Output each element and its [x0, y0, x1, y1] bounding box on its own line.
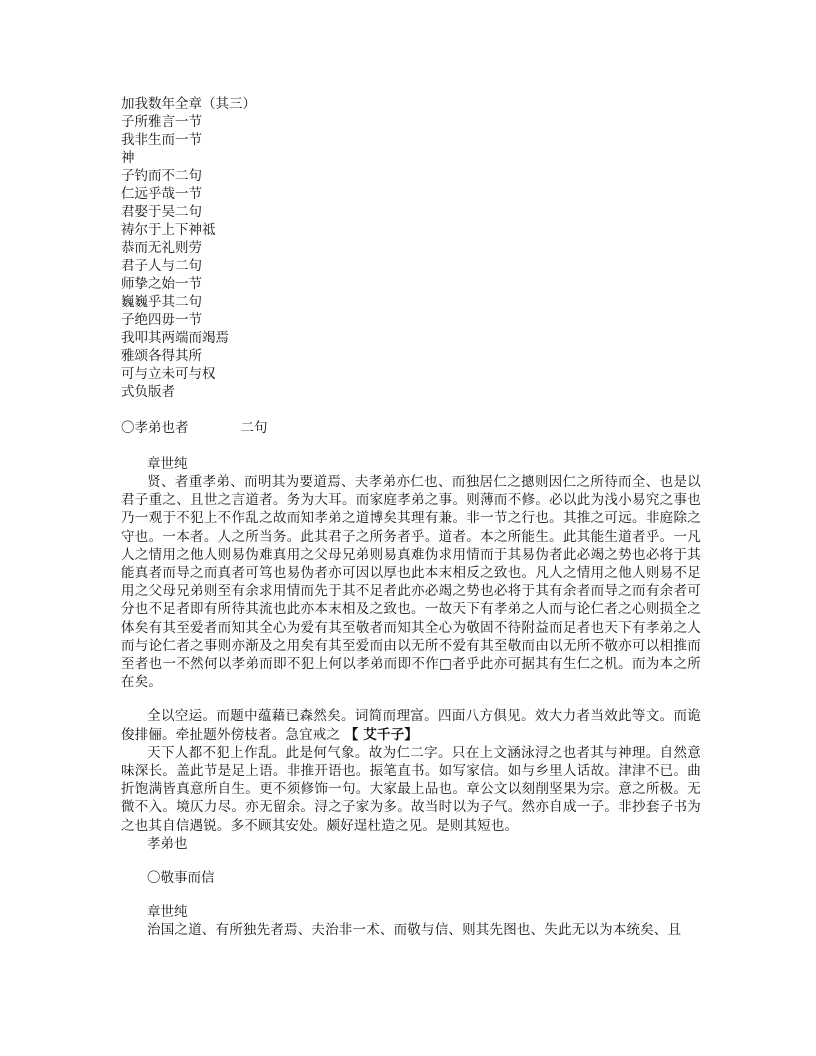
section1-tail: 孝弟也	[147, 835, 188, 852]
toc-item: 我非生而一节	[121, 132, 202, 148]
toc-item: 子绝四毋一节	[121, 312, 202, 328]
document-page	[121, 95, 701, 939]
comment-2-text: 天下人都不犯上作乱。此是何气象。故为仁二字。只在上文涵泳浔之也者其与神理。自然意味深长。盖此节是足上语。非推开语也。振笔直书。如写家信。如与乡里人话故。津津不已。曲折饱满皆真意所自生。更不须修饰一句。大家最上品也。章公文以刻削坚果为宗。意之所极。无微不入。境仄力尽。亦无留余。浔之子家为多。故当时以为子气。然亦自成一子。非抄套子书为之也其自信遇锐。多不顾其安处。颇好逞杜造之见。是则其短也。	[121, 744, 701, 834]
toc-item: 君娶于吴二句	[121, 204, 202, 220]
section2-heading: 〇敬事而信	[147, 869, 215, 886]
toc-item: 我叩其两端而竭焉	[121, 330, 229, 346]
toc-item: 仁远乎哉一节	[121, 186, 202, 202]
section1-essay	[121, 473, 701, 691]
toc-item: 式负版者	[121, 384, 175, 400]
toc-item: 子所雅言一节	[121, 114, 202, 130]
section1-heading	[121, 419, 701, 437]
section1-heading-suffix: 二句	[240, 420, 268, 436]
comment-1-attribution: 【 艾千子】	[344, 726, 419, 743]
toc-item: 可与立未可与权	[121, 366, 216, 382]
section1-comment-1	[121, 707, 701, 743]
section2-essay	[121, 921, 701, 939]
toc-item: 君子人与二句	[121, 258, 202, 274]
toc-item: 师挚之始一节	[121, 276, 202, 292]
section1-essay-text: 贤、者重孝弟、而明其为要道焉、夫孝弟亦仁也、而独居仁之摠则因仁之所待而全、也是以君子重之、且世之言道者。务为大耳。而家庭孝弟之事。则薄而不修。必以此为浅小易究之事也乃一观于不犯上不作乱之故而知孝弟之道博矣其理有兼。非一节之行也。其推之可远。非庭除之守也。一本者。人之所当务。此其君子之所务者乎。道者。本之所能生。此其能生道者乎。一凡人之情用之他人则易伪难真用之父母兄弟则易真难伪求用情而于其易伪者此必竭之势也必将于其能真者而导之而真者可笃也易伪者亦可因以厚也此本末相反之致也。凡人之情用之他人则易不足用之父母兄弟则至有余求用情而先于其不足者此亦必竭之势也必将于其有余者而导之而有余者可分也不足者即有所待其流也此亦本末相及之致也。一故天下有孝弟之人而与论仁者之心则损全之体矣有其至爱者而知其全心为爱有其至敬者而知其全心为敬固不待附益而足者也天下有孝弟之人而与论仁者之事则亦渐及之用矣有其至爱而由以无所不爱有其至敬而由以无所不敬亦可以相推而至者也一不然何以孝弟而即不犯上何以孝弟而即不作□者乎此亦可据其有生仁之机。而为本之所在矣。	[121, 474, 701, 691]
section1-author: 章世纯	[147, 456, 188, 472]
section1-heading-title: 〇孝弟也者	[121, 420, 189, 436]
section1-comment-2	[121, 744, 701, 835]
table-of-contents	[121, 95, 701, 401]
section2-essay-text: 治国之道、有所独先者焉、夫治非一术、而敬与信、则其先图也、失此无以为本统矣、且	[147, 921, 682, 938]
toc-item: 祷尔于上下神祗	[121, 222, 216, 238]
toc-item: 雅颂各得其所	[121, 348, 202, 364]
toc-title: 加我数年全章（其三）	[121, 96, 256, 112]
section2-author: 章世纯	[147, 903, 188, 920]
comment-1-text: 全以空运。而题中蕴藉已森然矣。词简而理富。四面八方俱见。效大力者当效此等文。而诡俊排俪。牵扯题外傍枝者。急宜戒之	[121, 708, 701, 743]
toc-item: 巍巍乎其二句	[121, 294, 202, 310]
toc-item: 神	[121, 150, 135, 166]
toc-item: 子钓而不二句	[121, 168, 202, 184]
toc-item: 恭而无礼则劳	[121, 240, 202, 256]
